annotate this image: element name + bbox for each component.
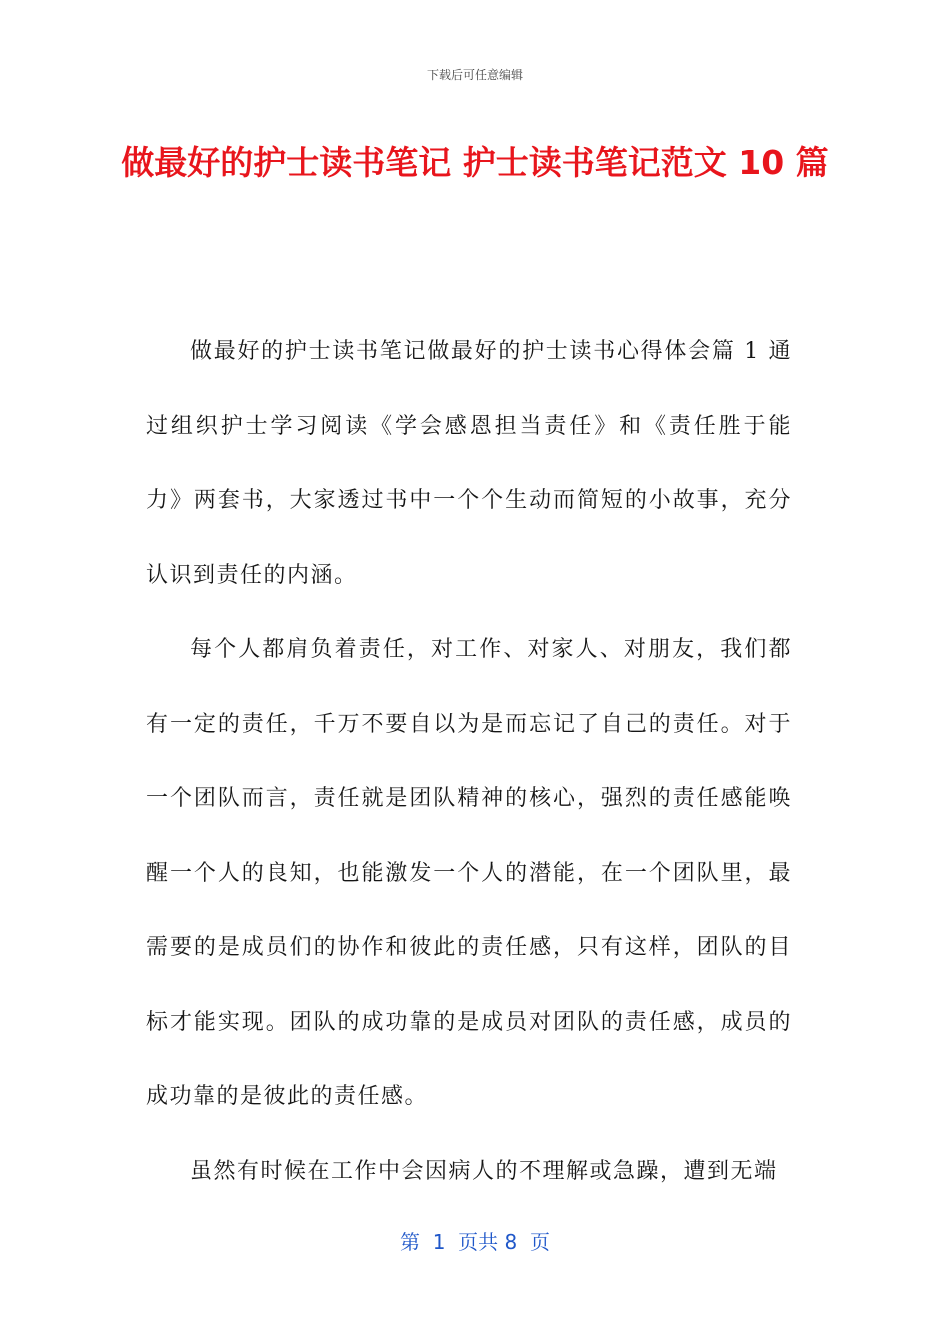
- page-number-footer: 第 1 页共 8 页: [400, 1230, 550, 1254]
- page-header: 下载后可任意编辑: [426, 68, 523, 82]
- document-title: 做最好的护士读书笔记 护士读书笔记范文 10 篇: [121, 143, 829, 182]
- paragraph: 每个人都肩负着责任，对工作、对家人、对朋友，我们都有一定的责任，千万不要自以为是而忘记了自己的责任。对于一个团队而言，责任就是团队精神的核心，强烈的责任感能唤醒一个人的良知，也能激发一个人的潜能，在一个团队里，最需要的是成员们的协作和彼此的责任感，只有这样，团队的目标才能实现。团队的成功靠的是成员对团队的责任感，成员的成功靠的是彼此的责任感。: [146, 637, 792, 1109]
- paragraph: 虽然有时候在工作中会因病人的不理解或急躁，遭到无端: [190, 1158, 778, 1184]
- document-body: [146, 315, 792, 1209]
- paragraph: 做最好的护士读书笔记做最好的护士读书心得体会篇 1 通过组织护士学习阅读《学会感恩担当责任》和《责任胜于能力》两套书，大家透过书中一个个生动而简短的小故事，充分认识到责任的内涵。: [146, 339, 792, 588]
